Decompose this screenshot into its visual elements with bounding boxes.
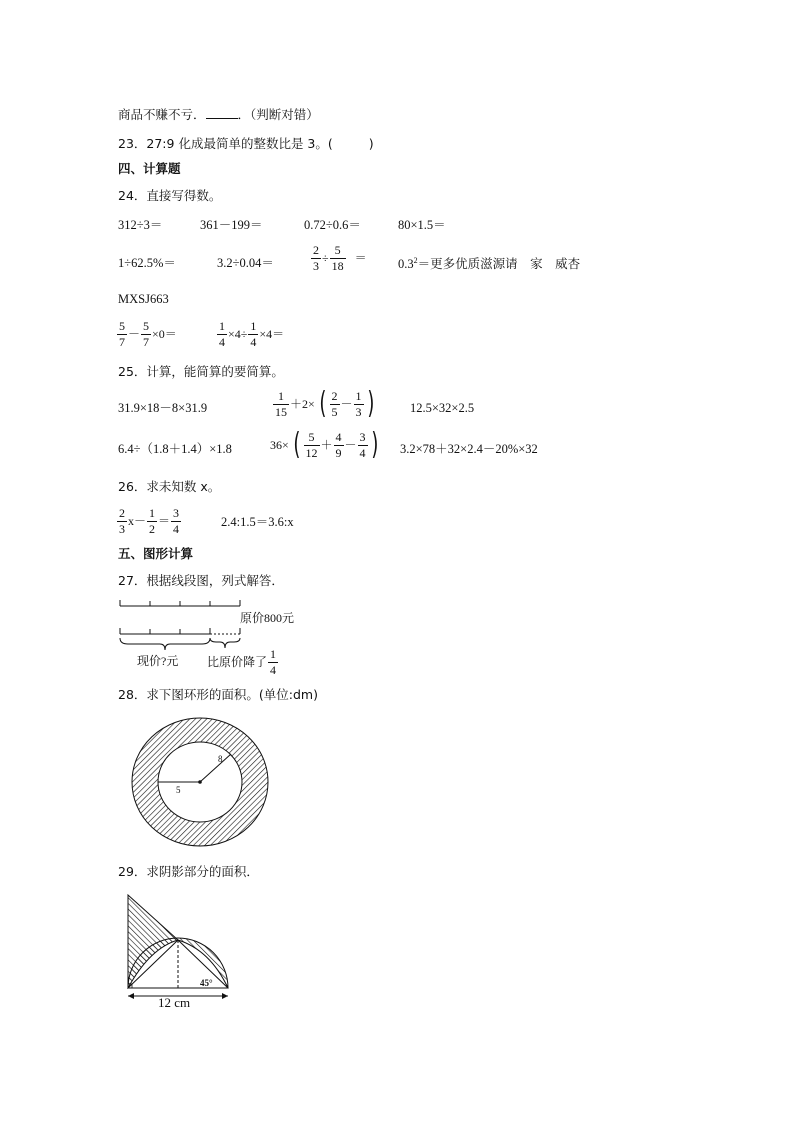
- fraction: $\frac{1}{15}$: [275, 388, 287, 419]
- q25-e4: 6.4÷（1.8＋1.4）×1.8: [118, 442, 232, 456]
- outer-radius-label: 8: [218, 754, 223, 764]
- fraction: $\frac{1}{4}$: [219, 319, 225, 349]
- q23-text-after: ): [368, 136, 374, 151]
- q27-title: 27．根据线段图，列式解答．: [118, 573, 284, 588]
- q24-r1-d: 80×1.5＝: [398, 218, 446, 232]
- base-label: 12 cm: [158, 995, 191, 1010]
- q24-r2-b: 3.2÷0.04＝: [217, 256, 274, 270]
- fraction: $\frac{1}{4}$: [250, 319, 257, 349]
- fraction: $\frac{2}{5}$: [331, 388, 338, 419]
- q26-e2: 2.4:1.5＝3.6:x: [221, 515, 294, 529]
- q25-e3: 12.5×32×2.5: [410, 401, 475, 415]
- section4-title: 四、计算题: [118, 161, 181, 176]
- q24-r2-c: $\frac{2}{3}$ ÷ $\frac{5}{18}$ ＝: [313, 243, 367, 273]
- q24-title: 24．直接写得数。: [118, 188, 222, 203]
- q24-r2-wrap: MXSJ663: [118, 292, 169, 306]
- q28-title: 28．求下图环形的面积。(单位:dm): [118, 687, 318, 702]
- q24-r2-a: 1÷62.5%＝: [118, 256, 176, 270]
- q23: [118, 138, 374, 151]
- q27-current-price: 现价?元: [137, 654, 179, 668]
- q25-e6: 3.2×78＋32×2.4－20%×32: [400, 442, 538, 456]
- q24-r1-a: 312÷3＝: [118, 218, 163, 232]
- fraction: $\frac{2}{3}$: [119, 506, 125, 536]
- q29-title: 29．求阴影部分的面积．: [118, 864, 259, 879]
- q24-r3-b: $\frac{1}{4}$ ×4÷ $\frac{1}{4}$ ×4＝: [219, 319, 285, 349]
- inner-radius-label: 5: [176, 785, 181, 795]
- q25-e2: $\frac{1}{15}$ ＋2× ( $\frac{2}{5}$ － $\frac{1}{3}$ ): [275, 386, 374, 421]
- q26-e1: $\frac{2}{3}$ x－ $\frac{1}{2}$ ＝ $\frac{3}{4}$: [119, 506, 180, 536]
- q24-r3-a: $\frac{5}{7}$ － $\frac{5}{7}$ ×0＝: [119, 319, 177, 349]
- q24-r2-d: $0.3^2=$更多优质滋源请 家 威杏: [398, 256, 581, 272]
- fraction: $\frac{3}{4}$: [359, 429, 366, 460]
- q22-text-before: 商品不赚不亏．: [118, 107, 206, 122]
- fraction: $\frac{2}{3}$: [313, 243, 319, 273]
- fraction: $\frac{4}{9}$: [335, 429, 342, 460]
- fraction: $\frac{3}{4}$: [173, 506, 180, 536]
- q22-answer-blank[interactable]: [206, 108, 238, 119]
- q24-r1-c: 0.72÷0.6＝: [304, 218, 361, 232]
- q22-text-after: ．（判断对错）: [237, 107, 319, 122]
- section5-title: 五、图形计算: [118, 546, 194, 561]
- fraction: $\frac{1}{4}$: [270, 647, 277, 677]
- fraction: $\frac{5}{12}$: [305, 429, 318, 460]
- q25-title: 25．计算，能简算的要简算。: [118, 364, 284, 379]
- angle-label: 45°: [200, 978, 213, 988]
- q22-tail: [118, 108, 319, 122]
- fraction: $\frac{5}{18}$: [331, 243, 344, 273]
- q23-text-before: 23．27:9 化成最简单的整数比是 3。(: [118, 136, 333, 151]
- fraction: $\frac{1}{3}$: [355, 388, 362, 419]
- shaded-figure: [120, 890, 236, 1012]
- fraction: $\frac{5}{7}$: [119, 319, 125, 349]
- q27-original-price: 原价800元: [240, 611, 295, 625]
- fraction: $\frac{1}{2}$: [149, 506, 156, 536]
- q26-title: 26．求未知数 x。: [118, 479, 221, 494]
- q24-r1-b: 361－199＝: [200, 218, 263, 232]
- q25-e5: 36× ( $\frac{5}{12}$ ＋ $\frac{4}{9}$ － $\frac{3}{4}$ ): [270, 427, 378, 462]
- annulus-figure: [130, 716, 276, 850]
- q25-e1: 31.9×18－8×31.9: [118, 401, 208, 415]
- fraction: $\frac{5}{7}$: [143, 319, 150, 349]
- q27-reduced: 比原价降了 $\frac{1}{4}$: [207, 647, 277, 677]
